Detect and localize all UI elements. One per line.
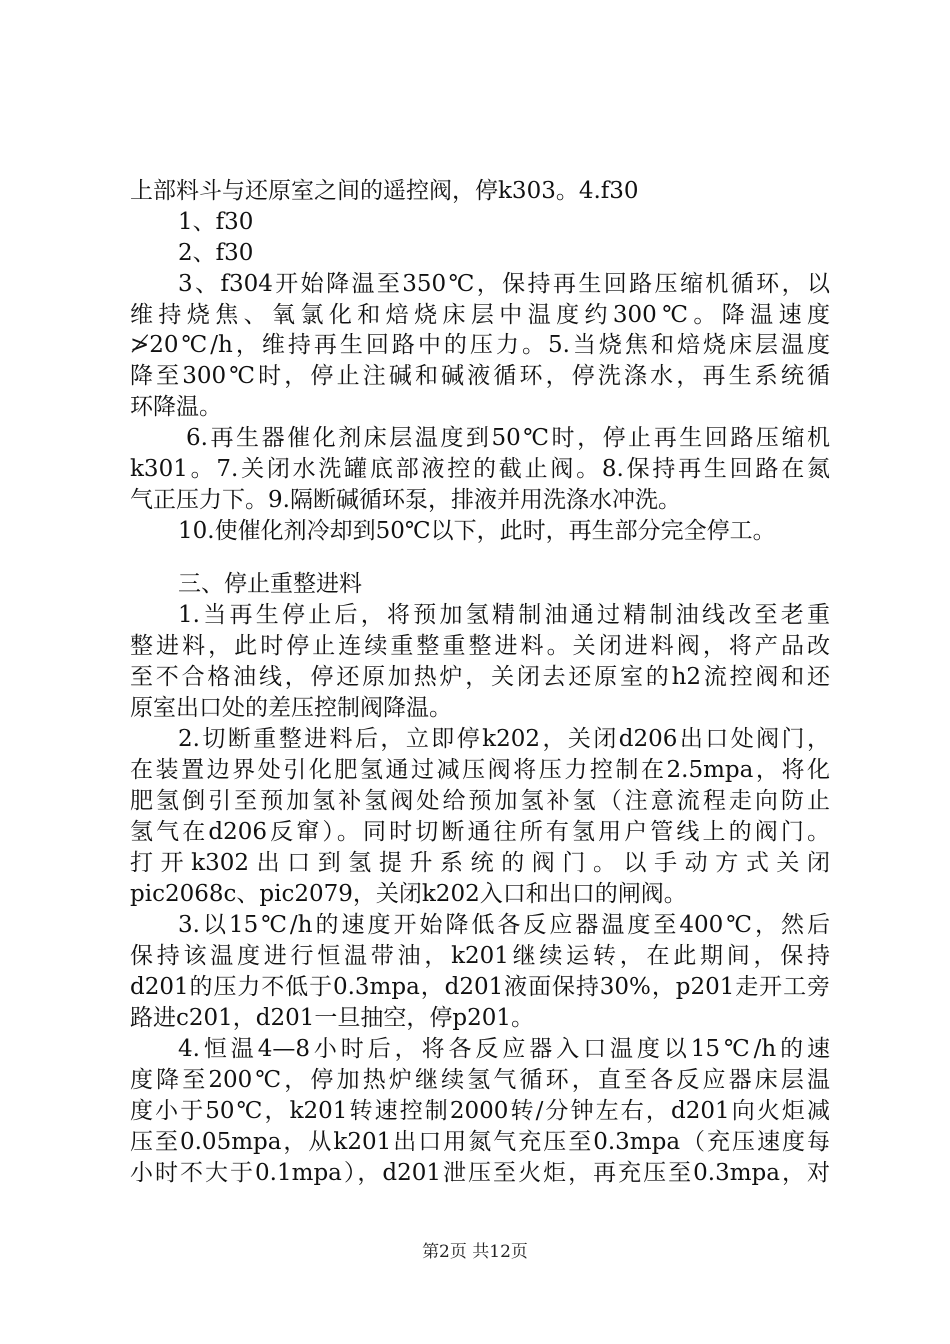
section-para-4-line-3: 度小于50℃，k201转速控制2000转/分钟左右，d201向火炬减 (130, 1098, 830, 1124)
section-para-3-line-2: 保持该温度进行恒温带油，k201继续运转，在此期间，保持 (130, 943, 830, 969)
section-para-4-line-2: 度降至200℃，停加热炉继续氢气循环，直至各反应器床层温 (130, 1067, 830, 1093)
section-para-1-line-1: 1.当再生停止后，将预加氢精制油通过精制油线改至老重 (178, 602, 830, 628)
section-para-3-line-3: d201的压力不低于0.3mpa，d201液面保持30%，p201走开工旁 (130, 974, 830, 1000)
section-para-4-line-4: 压至0.05mpa，从k201出口用氮气充压至0.3mpa（充压速度每 (130, 1129, 830, 1155)
section-para-1-line-3: 至不合格油线，停还原加热炉，关闭去还原室的h2流控阀和还 (130, 664, 830, 690)
section-para-1-line-4: 原室出口处的差压控制阀降温。 (130, 695, 452, 721)
section-para-2-line-6: pic2068c、pic2079，关闭k202入口和出口的闸阀。 (130, 881, 687, 907)
paragraph-6-line-2: k301。7.关闭水洗罐底部液控的截止阀。8.保持再生回路在氮 (130, 456, 830, 482)
list-item-1: 1、f30 (178, 209, 254, 235)
paragraph-3-line-2: 维持烧焦、氧氯化和焙烧床层中温度约300℃。降温速度 (130, 302, 830, 328)
section-para-3-line-1: 3.以15℃/h的速度开始降低各反应器温度至400℃，然后 (178, 912, 830, 938)
section-heading: 三、停止重整进料 (178, 571, 362, 597)
section-para-3-line-4: 路进c201，d201一旦抽空，停p201。 (130, 1005, 535, 1031)
section-para-2-line-4: 氢气在d206反窜）。同时切断通往所有氢用户管线上的阀门。 (130, 819, 830, 845)
section-para-1-line-2: 整进料，此时停止连续重整重整进料。关闭进料阀，将产品改 (130, 633, 830, 659)
section-para-2-line-1: 2.切断重整进料后，立即停k202，关闭d206出口处阀门， (178, 726, 830, 752)
paragraph-3-line-4: 降至300℃时，停止注碱和碱液循环，停洗涤水，再生系统循 (130, 363, 830, 389)
paragraph-10: 10.使催化剂冷却到50℃以下，此时，再生部分完全停工。 (178, 518, 776, 544)
paragraph-6-line-3: 气正压力下。9.隔断碱循环泵，排液并用洗涤水冲洗。 (130, 487, 681, 513)
paragraph-6-line-1: 6.再生器催化剂床层温度到50℃时，停止再生回路压缩机 (186, 425, 830, 451)
paragraph-3-line-3: ≯20℃/h，维持再生回路中的压力。5.当烧焦和焙烧床层温度 (130, 332, 830, 358)
section-para-2-line-5: 打开k302出口到氢提升系统的阀门。以手动方式关闭 (130, 850, 830, 876)
section-para-4-line-1: 4.恒温4—8小时后，将各反应器入口温度以15℃/h的速 (178, 1036, 830, 1062)
section-para-2-line-2: 在装置边界处引化肥氢通过减压阀将压力控制在2.5mpa，将化 (130, 757, 830, 783)
list-item-2: 2、f30 (178, 240, 254, 266)
paragraph-3-line-5: 环降温。 (130, 394, 222, 420)
section-para-2-line-3: 肥氢倒引至预加氢补氢阀处给预加氢补氢（注意流程走向防止 (130, 788, 830, 814)
section-para-4-line-5: 小时不大于0.1mpa），d201泄压至火炬，再充压至0.3mpa，对 (130, 1160, 830, 1186)
text-line-1: 上部料斗与还原室之间的遥控阀，停k303。4.f30 (130, 178, 639, 204)
page-number-footer: 第2页 共12页 (422, 1242, 528, 1262)
paragraph-3-line-1: 3、f304开始降温至350℃，保持再生回路压缩机循环，以 (178, 271, 830, 297)
